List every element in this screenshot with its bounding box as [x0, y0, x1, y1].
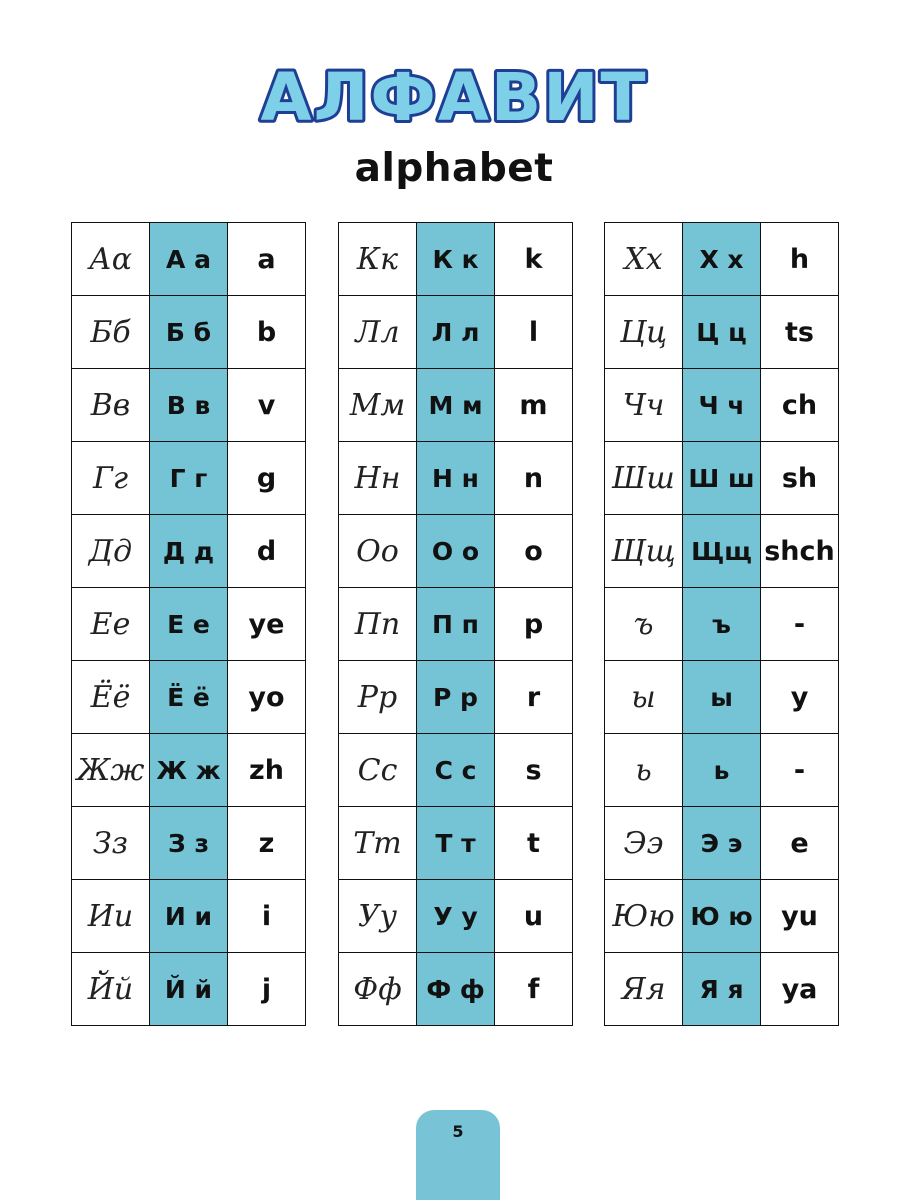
printed-letter: Г г [150, 442, 228, 515]
printed-letter: Л л [417, 296, 495, 369]
letter-row [72, 296, 306, 369]
printed-letter: Й й [150, 953, 228, 1026]
printed-letter: Р р [417, 661, 495, 734]
script-letter: Рр [339, 661, 417, 734]
latin-transliteration: f [495, 953, 573, 1026]
letter-row [605, 661, 839, 734]
latin-transliteration: ts [761, 296, 839, 369]
letter-row [72, 369, 306, 442]
script-letter: Яя [605, 953, 683, 1026]
latin-transliteration: ch [761, 369, 839, 442]
page-title [0, 52, 908, 136]
letter-row [605, 515, 839, 588]
script-letter: Нн [339, 442, 417, 515]
script-letter: Юю [605, 880, 683, 953]
letter-row [605, 807, 839, 880]
printed-letter: Ш ш [683, 442, 761, 515]
latin-transliteration: o [495, 515, 573, 588]
printed-letter: У у [417, 880, 495, 953]
latin-transliteration: t [495, 807, 573, 880]
latin-transliteration: k [495, 223, 573, 296]
latin-transliteration: r [495, 661, 573, 734]
script-letter: Дд [72, 515, 150, 588]
latin-transliteration: e [761, 807, 839, 880]
script-letter: Гг [72, 442, 150, 515]
script-letter: Лл [339, 296, 417, 369]
latin-transliteration: yu [761, 880, 839, 953]
letter-row [339, 442, 573, 515]
printed-letter: Ё ё [150, 661, 228, 734]
latin-transliteration: m [495, 369, 573, 442]
latin-transliteration: yo [228, 661, 306, 734]
script-letter: Тт [339, 807, 417, 880]
letter-row [339, 369, 573, 442]
printed-letter: В в [150, 369, 228, 442]
letter-row [339, 880, 573, 953]
printed-letter: Э э [683, 807, 761, 880]
letter-row [605, 442, 839, 515]
printed-letter: Б б [150, 296, 228, 369]
script-letter: Вв [72, 369, 150, 442]
printed-letter: ы [683, 661, 761, 734]
script-letter: Уу [339, 880, 417, 953]
latin-transliteration: l [495, 296, 573, 369]
script-letter: Аα [72, 223, 150, 296]
script-letter: Пп [339, 588, 417, 661]
printed-letter: Ф ф [417, 953, 495, 1026]
letter-row [72, 223, 306, 296]
letter-row [72, 442, 306, 515]
alphabet-column-1 [71, 222, 306, 1026]
printed-letter: К к [417, 223, 495, 296]
latin-transliteration: v [228, 369, 306, 442]
script-letter: Зз [72, 807, 150, 880]
script-letter: Ее [72, 588, 150, 661]
alphabet-column-2 [338, 222, 573, 1026]
printed-letter: Я я [683, 953, 761, 1026]
script-letter: Сс [339, 734, 417, 807]
printed-letter: Щщ [683, 515, 761, 588]
letter-row [605, 223, 839, 296]
printed-letter: Е е [150, 588, 228, 661]
script-letter: Шш [605, 442, 683, 515]
printed-letter: И и [150, 880, 228, 953]
printed-letter: Х х [683, 223, 761, 296]
printed-letter: Ю ю [683, 880, 761, 953]
script-letter: Ёё [72, 661, 150, 734]
page-number-tab [416, 1110, 500, 1200]
title-text: АЛФАВИТ [260, 59, 648, 136]
letter-row [605, 734, 839, 807]
printed-letter: Н н [417, 442, 495, 515]
script-letter: Мм [339, 369, 417, 442]
script-letter: Оо [339, 515, 417, 588]
letter-row [72, 588, 306, 661]
letter-row [605, 588, 839, 661]
letter-row [605, 953, 839, 1026]
script-letter: Бб [72, 296, 150, 369]
printed-letter: Ч ч [683, 369, 761, 442]
latin-transliteration: sh [761, 442, 839, 515]
latin-transliteration: i [228, 880, 306, 953]
letter-row [72, 734, 306, 807]
printed-letter: Т т [417, 807, 495, 880]
printed-letter: Д д [150, 515, 228, 588]
script-letter: Йй [72, 953, 150, 1026]
latin-transliteration: u [495, 880, 573, 953]
script-letter: Щщ [605, 515, 683, 588]
letter-row [72, 515, 306, 588]
script-letter: Чч [605, 369, 683, 442]
printed-letter: С с [417, 734, 495, 807]
printed-letter: О о [417, 515, 495, 588]
letter-row [72, 807, 306, 880]
letter-row [339, 661, 573, 734]
script-letter: ы [605, 661, 683, 734]
script-letter: Жж [72, 734, 150, 807]
letter-row [339, 588, 573, 661]
letter-row [72, 880, 306, 953]
latin-transliteration: zh [228, 734, 306, 807]
page-number: 5 [452, 1122, 464, 1141]
latin-transliteration: z [228, 807, 306, 880]
script-letter: ь [605, 734, 683, 807]
subtitle: alphabet [354, 146, 554, 191]
latin-transliteration: h [761, 223, 839, 296]
printed-letter: ь [683, 734, 761, 807]
latin-transliteration: d [228, 515, 306, 588]
letter-row [339, 807, 573, 880]
printed-letter: Ц ц [683, 296, 761, 369]
script-letter: Ээ [605, 807, 683, 880]
latin-transliteration: y [761, 661, 839, 734]
letter-row [605, 296, 839, 369]
latin-transliteration: shch [761, 515, 839, 588]
script-letter: ъ [605, 588, 683, 661]
script-letter: Кк [339, 223, 417, 296]
printed-letter: Ж ж [150, 734, 228, 807]
latin-transliteration: s [495, 734, 573, 807]
latin-transliteration: b [228, 296, 306, 369]
script-letter: Фф [339, 953, 417, 1026]
latin-transliteration: ye [228, 588, 306, 661]
latin-transliteration: - [761, 588, 839, 661]
letter-row [605, 369, 839, 442]
title-wordart [244, 52, 664, 136]
letter-row [72, 661, 306, 734]
letter-row [339, 953, 573, 1026]
printed-letter: П п [417, 588, 495, 661]
letter-row [605, 880, 839, 953]
latin-transliteration: p [495, 588, 573, 661]
latin-transliteration: g [228, 442, 306, 515]
latin-transliteration: ya [761, 953, 839, 1026]
printed-letter: ъ [683, 588, 761, 661]
script-letter: Хх [605, 223, 683, 296]
letter-row [72, 953, 306, 1026]
printed-letter: З з [150, 807, 228, 880]
printed-letter: М м [417, 369, 495, 442]
letter-row [339, 223, 573, 296]
letter-row [339, 734, 573, 807]
latin-transliteration: j [228, 953, 306, 1026]
alphabet-column-3 [604, 222, 839, 1026]
script-letter: Цц [605, 296, 683, 369]
script-letter: Ии [72, 880, 150, 953]
letter-row [339, 515, 573, 588]
latin-transliteration: - [761, 734, 839, 807]
latin-transliteration: n [495, 442, 573, 515]
letter-row [339, 296, 573, 369]
printed-letter: А а [150, 223, 228, 296]
latin-transliteration: a [228, 223, 306, 296]
